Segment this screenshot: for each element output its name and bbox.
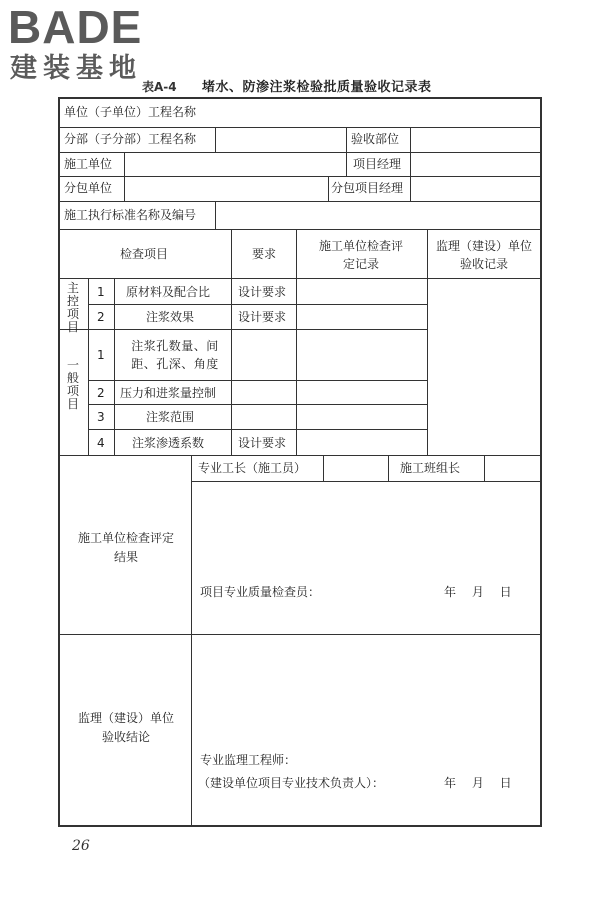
supervision-engineer-label: 专业监理工程师： — [200, 753, 297, 767]
col-divider — [346, 152, 347, 176]
main-control-group: 主控项目 — [66, 281, 79, 334]
requirement-value: 设计要求 — [238, 436, 287, 450]
col-divider — [124, 152, 125, 176]
col-divider — [215, 127, 216, 152]
foreman-label: 专业工长（施工员） — [198, 461, 307, 475]
check-items-header: 检查项目 — [120, 247, 169, 261]
check-item: 注浆渗透系数 — [132, 436, 205, 450]
col-divider — [410, 127, 411, 152]
project-manager-label: 项目经理 — [353, 157, 402, 171]
row-divider — [58, 152, 542, 153]
date-label: 年 月 日 — [444, 776, 518, 790]
team-leader-label: 施工班组长 — [400, 461, 461, 475]
requirement-value: 设计要求 — [238, 285, 287, 299]
row-number: 1 — [97, 285, 105, 299]
check-item: 注浆范围 — [146, 410, 195, 424]
supervision-record-header: 监理（建设）单位验收记录 — [435, 239, 532, 271]
logo-subtitle: 建装基地 — [10, 53, 142, 84]
row-divider — [58, 201, 542, 202]
form-border-bottom — [58, 825, 542, 827]
form-border-right — [540, 97, 542, 827]
sub-project-label: 分部（子分部）工程名称 — [64, 132, 197, 146]
table-number: 表A-4 — [142, 80, 177, 94]
general-group: 一般项目 — [66, 358, 79, 411]
check-item: 注浆孔数量、间距、孔深、角度 — [131, 339, 219, 371]
subcontract-manager-label: 分包项目经理 — [331, 181, 404, 195]
logo-wordmark: BADE — [8, 1, 143, 53]
col-divider — [427, 229, 428, 455]
construction-unit-label: 施工单位 — [64, 157, 113, 171]
col-divider — [323, 455, 324, 481]
requirement-value: 设计要求 — [238, 310, 287, 324]
date-label: 年 月 日 — [444, 585, 518, 599]
acceptance-part-label: 验收部位 — [351, 132, 400, 146]
unit-project-label: 单位（子单位）工程名称 — [64, 105, 197, 119]
quality-inspector-label: 项目专业质量检查员： — [200, 585, 321, 599]
form-border-left — [58, 97, 60, 827]
row-number: 3 — [97, 410, 105, 424]
check-item: 原材料及配合比 — [126, 285, 211, 299]
owner-tech-label: （建设单位项目专业技术负责人）： — [198, 776, 385, 790]
row-divider — [88, 380, 427, 381]
col-divider — [484, 455, 485, 481]
requirement-header: 要求 — [252, 247, 277, 261]
inspection-form — [58, 97, 542, 827]
row-divider — [88, 404, 427, 405]
col-divider — [191, 455, 192, 825]
row-divider — [58, 127, 542, 128]
standard-name-label: 施工执行标准名称及编号 — [64, 208, 197, 222]
row-divider — [88, 304, 427, 305]
row-divider — [58, 455, 542, 456]
col-divider — [410, 176, 411, 201]
row-number: 2 — [97, 310, 105, 324]
col-divider — [388, 455, 389, 481]
col-divider — [124, 176, 125, 201]
col-divider — [231, 229, 232, 455]
row-divider — [88, 429, 427, 430]
row-divider — [58, 634, 542, 635]
subcontract-unit-label: 分包单位 — [64, 181, 113, 195]
row-divider — [58, 329, 427, 330]
form-title: 堵水、防渗注浆检验批质量验收记录表 — [202, 80, 432, 95]
col-divider — [296, 229, 297, 455]
row-divider — [58, 176, 542, 177]
supervision-conclusion-label: 监理（建设）单位验收结论 — [77, 711, 174, 744]
col-divider — [215, 201, 216, 229]
form-border-top — [58, 97, 542, 99]
row-divider — [58, 229, 542, 230]
col-divider — [410, 152, 411, 176]
row-number: 4 — [97, 436, 105, 450]
col-divider — [346, 127, 347, 152]
row-number: 1 — [97, 348, 105, 362]
col-divider — [328, 176, 329, 201]
check-item: 压力和进浆量控制 — [120, 386, 217, 400]
page-number: 26 — [72, 838, 90, 854]
row-divider — [191, 481, 542, 482]
row-number: 2 — [97, 386, 105, 400]
construction-check-header: 施工单位检查评定记录 — [318, 239, 403, 271]
row-divider — [58, 278, 542, 279]
check-item: 注浆效果 — [146, 310, 195, 324]
construction-result-label: 施工单位检查评定结果 — [77, 531, 174, 564]
